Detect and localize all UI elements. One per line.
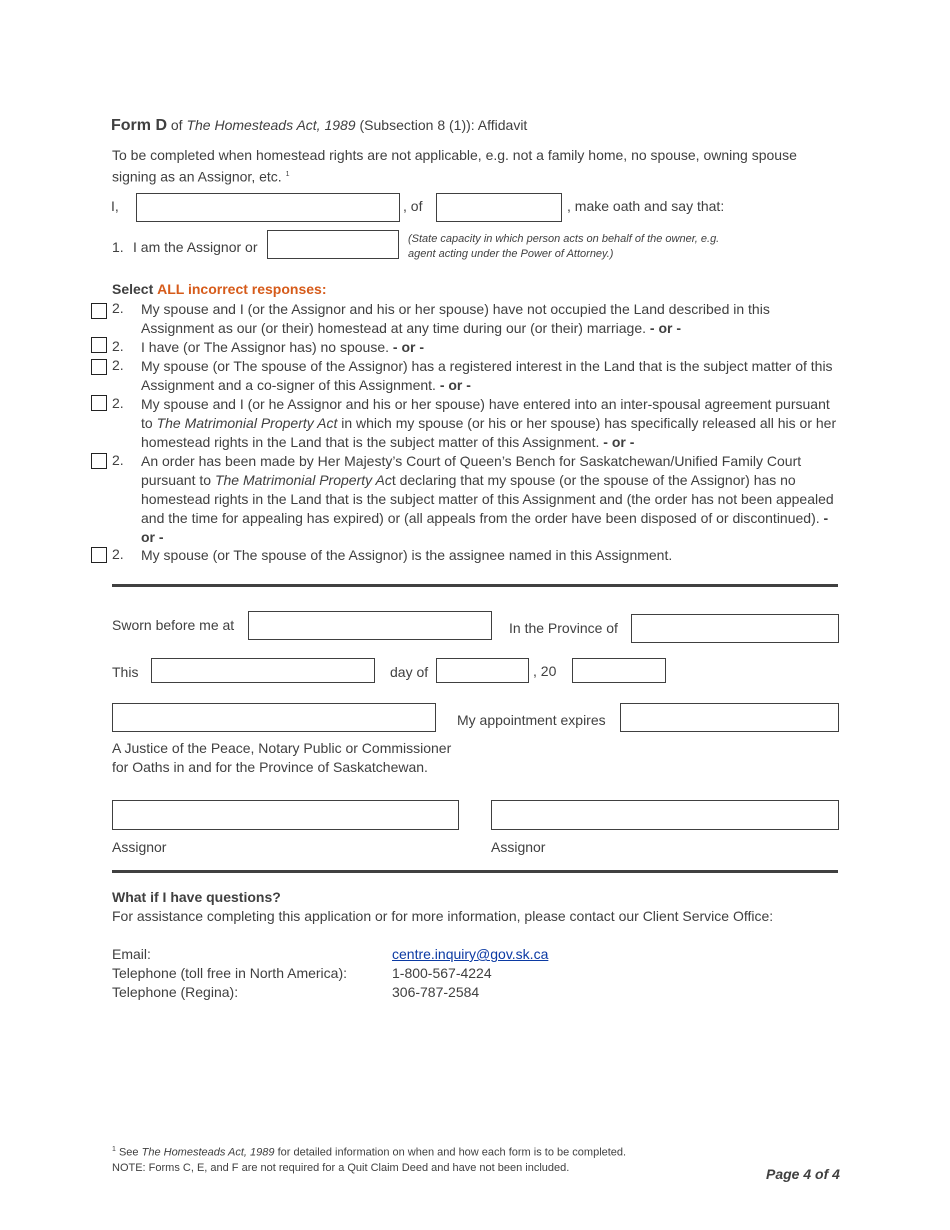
- intro-text: [112, 146, 832, 187]
- form-title: [111, 117, 527, 135]
- assignor-signature-field-right[interactable]: [491, 800, 839, 830]
- option-act-4: The Matrimonial Property Act: [156, 415, 338, 431]
- option-number-1: 2.: [112, 300, 124, 316]
- intro-body: To be completed when homestead rights are not applicable, e.g. not a family home, no spouse, owning spouse signing as an Assignor, etc.: [112, 147, 797, 185]
- option-text-4: [141, 395, 841, 452]
- option-text-3: [141, 357, 841, 395]
- province-label: In the Province of: [509, 620, 618, 636]
- footnote: [112, 1146, 626, 1159]
- item1-number: 1.: [112, 239, 124, 255]
- option-number-2: 2.: [112, 338, 124, 354]
- day-field[interactable]: [151, 658, 375, 683]
- page-number: Page 4 of 4: [766, 1166, 840, 1182]
- option-body-4b: in which my spouse (or his or her spouse) has specifically released all his or her homestead rights in the Land that is the subject matter of this Assignment.: [141, 415, 837, 450]
- footnote-act: The Homesteads Act, 1989: [141, 1146, 275, 1159]
- option-or-5: - or -: [141, 510, 829, 545]
- assignor-signature-field-left[interactable]: [112, 800, 459, 830]
- oath-say-label: , make oath and say that:: [567, 198, 725, 214]
- month-field[interactable]: [436, 658, 529, 683]
- footnote-mark: 1: [112, 1146, 116, 1153]
- form-label: Form D: [111, 117, 167, 134]
- option-body-2: I have (or The Assignor has) no spouse.: [141, 339, 389, 355]
- option-checkbox-6[interactable]: [91, 547, 107, 563]
- form-subsection: (Subsection 8 (1)): Affidavit: [359, 117, 528, 133]
- option-number-6: 2.: [112, 546, 124, 562]
- tollfree-label: Telephone (toll free in North America):: [112, 965, 347, 981]
- capacity-field[interactable]: [267, 230, 399, 259]
- oath-i-label: I,: [111, 198, 119, 214]
- assignor-label-left: Assignor: [112, 839, 167, 855]
- divider-top: [112, 584, 838, 587]
- select-prefix: Select: [112, 281, 154, 297]
- deponent-name-field[interactable]: [136, 193, 400, 222]
- option-checkbox-2[interactable]: [91, 337, 107, 353]
- footnote-rest: for detailed information on when and how each form is to be completed.: [277, 1146, 627, 1159]
- form-act-name: The Homesteads Act, 1989: [186, 117, 356, 133]
- option-number-4: 2.: [112, 395, 124, 411]
- regina-label: Telephone (Regina):: [112, 984, 239, 1000]
- option-body-1: My spouse and I (or the Assignor and his or her spouse) have not occupied the Land described in this Assignment as our (or their) homestead at any time during our (or their) marriage.: [141, 301, 770, 336]
- appointment-expiry-field[interactable]: [620, 703, 839, 732]
- tollfree-value: 1-800-567-4224: [392, 965, 492, 981]
- option-text-1: [141, 300, 841, 338]
- year-field[interactable]: [572, 658, 666, 683]
- footer-note: NOTE: Forms C, E, and F are not required for a Quit Claim Deed and have not been included.: [112, 1162, 570, 1174]
- option-body-6: My spouse (or The spouse of the Assignor) is the assignee named in this Assignment.: [141, 547, 673, 563]
- option-checkbox-1[interactable]: [91, 303, 107, 319]
- year-prefix-label: , 20: [533, 663, 557, 679]
- intro-footnote-mark: 1: [285, 171, 290, 178]
- select-emphasis: ALL incorrect responses:: [157, 281, 327, 297]
- option-checkbox-4[interactable]: [91, 395, 107, 411]
- sworn-location-field[interactable]: [248, 611, 492, 640]
- option-body-5a: An order has been made by Her Majesty’s Court of Queen’s Bench for Saskatchewan/Unified Family Court pursuant to: [141, 453, 802, 488]
- option-number-5: 2.: [112, 452, 124, 468]
- deponent-location-field[interactable]: [436, 193, 562, 222]
- appointment-label: My appointment expires: [457, 712, 606, 728]
- option-text-6: [141, 546, 841, 565]
- option-or-4: - or -: [603, 434, 635, 450]
- this-label: This: [112, 664, 139, 680]
- province-field[interactable]: [631, 614, 839, 643]
- option-number-3: 2.: [112, 357, 124, 373]
- day-of-label: day of: [390, 664, 429, 680]
- option-body-3: My spouse (or The spouse of the Assignor) has a registered interest in the Land that is the subject matter of this Assignment and a co-signer of this Assignment.: [141, 358, 833, 393]
- capacity-note: (State capacity in which person acts on behalf of the owner, e.g. agent acting under the Power of Attorney.): [408, 233, 720, 260]
- option-body-5b: t declaring that my spouse (or the spouse of the Assignor) has no homestead rights in the Land that is the subject matter of this Assignment and (the order has not been appealed and the time for appealing has expired) or (all appeals from the order have been disposed of or discontinued).: [141, 472, 834, 526]
- form-of: of: [170, 117, 183, 133]
- justice-line-1: A Justice of the Peace, Notary Public or Commissioner: [112, 740, 452, 756]
- option-text-5: [141, 452, 841, 547]
- regina-value: 306-787-2584: [392, 984, 480, 1000]
- email-label: Email:: [112, 946, 151, 962]
- option-or-3: - or -: [439, 377, 471, 393]
- option-text-2: [141, 338, 841, 357]
- email-link[interactable]: centre.inquiry@gov.sk.ca: [392, 946, 549, 962]
- option-act-5: The Matrimonial Property Ac: [214, 472, 392, 488]
- option-or-1: - or -: [649, 320, 681, 336]
- oath-of-label: , of: [403, 198, 423, 214]
- sworn-before-label: Sworn before me at: [112, 617, 235, 633]
- divider-bottom: [112, 870, 838, 873]
- footnote-see: See: [118, 1146, 139, 1159]
- option-checkbox-5[interactable]: [91, 453, 107, 469]
- option-or-2: - or -: [392, 339, 424, 355]
- contact-heading: What if I have questions?: [112, 889, 281, 905]
- item1-text: I am the Assignor or: [133, 239, 258, 255]
- select-instruction: [112, 281, 327, 297]
- contact-text: For assistance completing this application or for more information, please contact our Client Service Office:: [112, 908, 774, 924]
- option-checkbox-3[interactable]: [91, 359, 107, 375]
- option-body-4a: My spouse and I (or he Assignor and his or her spouse) have entered into an inter-spousal agreement pursuant to: [141, 396, 830, 431]
- commissioner-signature-field[interactable]: [112, 703, 436, 732]
- justice-line-2: for Oaths in and for the Province of Saskatchewan.: [112, 759, 428, 775]
- assignor-label-right: Assignor: [491, 839, 546, 855]
